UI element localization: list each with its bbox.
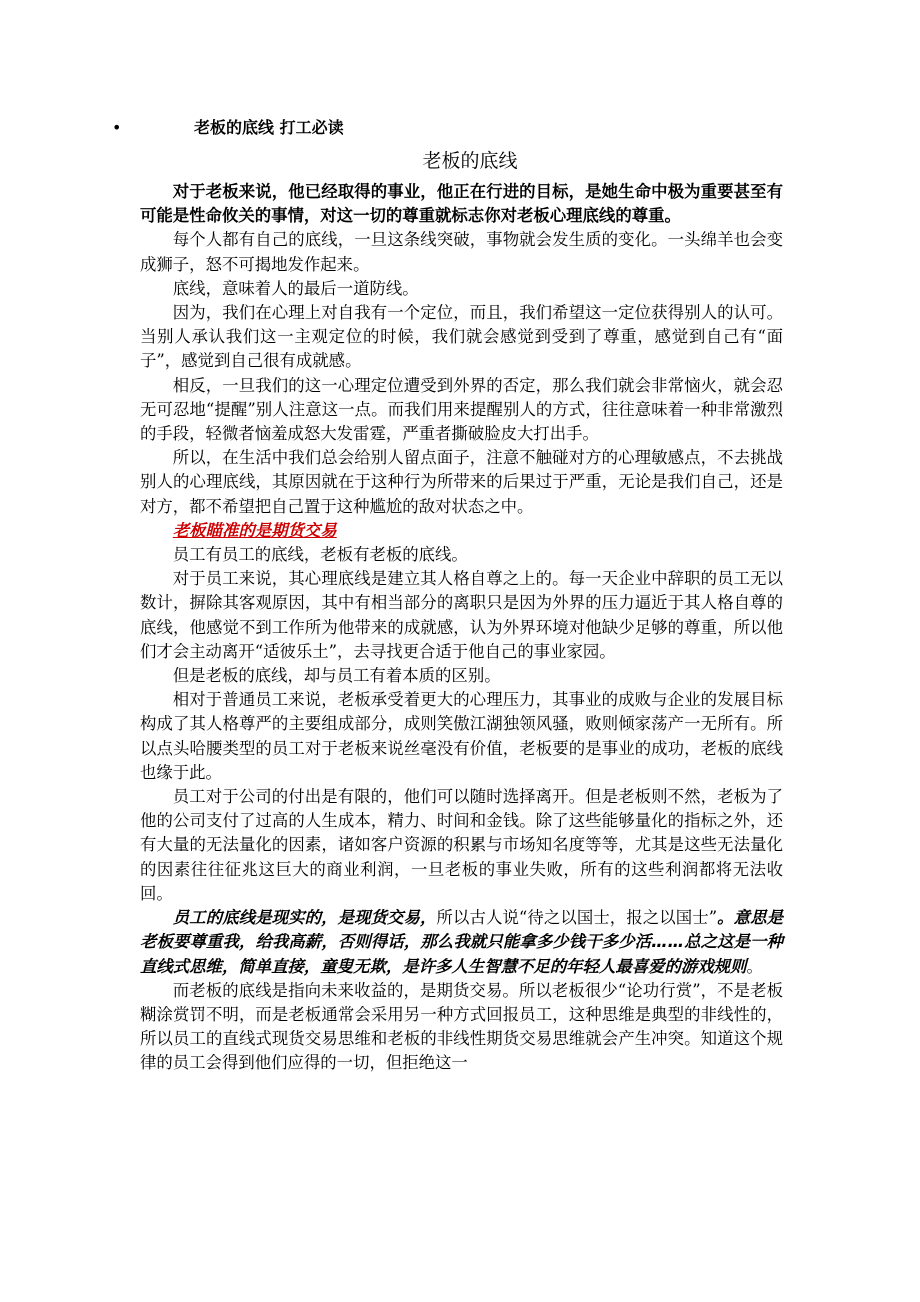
bullet-heading-text: 老板的底线 打工必读 — [194, 118, 344, 137]
paragraph: 每个人都有自己的底线，一旦这条线突破，事物就会发生质的变化。一头绵羊也会变成狮子，怒不可揭地发作起来。 — [140, 230, 783, 274]
paragraph: 相反，一旦我们的这一心理定位遭受到外界的否定，那么我们就会非常恼火，就会忍无可忍地“提醒”别人注意这一点。而我们用来提醒别人的方式，往往意味着一种非常激烈的手段，轻微者恼羞成怒大发雷霆，严重者撕破脸皮大打出手。 — [140, 375, 783, 444]
bullet-icon: • — [112, 118, 122, 137]
paragraph: 员工有员工的底线，老板有老板的底线。 — [172, 545, 468, 565]
document-body — [140, 180, 783, 1076]
paragraph: 相对于普通员工来说，老板承受着更大的心理压力，其事业的成败与企业的发展目标构成了其人格尊严的主要组成部分，成则笑傲江湖独领风骚，败则倾家荡产一无所有。所以点头哈腰类型的员工对于老板来说丝毫没有价值，老板要的是事业的成功，老板的底线也缘于此。 — [140, 690, 783, 782]
paragraph: 底线，意味着人的最后一道防线。 — [172, 278, 419, 298]
plain-text: 所以古人说“待之以国士，报之以国士” — [436, 908, 718, 928]
document-title: 老板的底线 — [422, 150, 518, 172]
mixed-emphasis-paragraph — [140, 906, 783, 979]
emphasis-text: 员工的底线是现实的，是现货交易， — [172, 908, 437, 928]
paragraph: 所以，在生活中我们总会给别人留点面子，注意不触碰对方的心理敏感点，不去挑战别人的心理底线，其原因就在于这种行为所带来的后果过于严重，无论是我们自己，还是对方，都不希望把自己置于这种尴尬的敌对状态之中。 — [140, 448, 783, 516]
paragraph: 因为，我们在心理上对自我有一个定位，而且，我们希望这一定位获得别人的认可。当别人承认我们这一主观定位的时候，我们就会感觉到受到了尊重，感觉到自己有“面子”，感觉到自己很有成就感。 — [140, 303, 783, 371]
section-subheading: 老板瞄准的是期货交易 — [172, 520, 337, 540]
paragraph: 对于员工来说，其心理底线是建立其人格自尊之上的。每一天企业中辞职的员工无以数计，摒除其客观原因，其中有相当部分的离职只是因为外界的压力逼近于其人格自尊的底线，他感觉不到工作所为他带来的成就感，认为外界环境对他缺少足够的尊重，所以他们才会主动离开“适彼乐土”，去寻找更合适于他自己的事业家园。 — [140, 569, 783, 661]
paragraph: 员工对于公司的付出是有限的，他们可以随时选择离开。但是老板则不然，老板为了他的公司支付了过高的人生成本，精力、时间和金钱。除了这些能够量化的指标之外，还有大量的无法量化的因素，诸如客户资源的积累与市场知名度等等，尤其是这些无法量化的因素往往征兆这巨大的商业利润，一旦老板的事业失败，所有的这些利润都将无法收回。 — [140, 787, 783, 903]
section-subheading-paragraph — [140, 519, 783, 543]
emphasis-text: 。意思是老板要尊重我，给我高薪，否则得话，那么我就只能拿多少钱干多少活……总之这是一种直线式思维，简单直接，童叟无欺，是许多人生智慧不足的年轻人最喜爱的游戏规则 — [140, 908, 784, 976]
paragraph: 而老板的底线是指向未来收益的，是期货交易。所以老板很少“论功行赏”，不是老板糊涂赏罚不明，而是老板通常会采用另一种方式回报员工，这种思维是典型的非线性的，所以员工的直线式现货交易思维和老板的非线性期货交易思维就会产生冲突。知道这个规律的员工会得到他们应得的一切，但拒绝这一 — [140, 980, 783, 1073]
bullet-heading — [112, 116, 812, 140]
plain-text: 。 — [746, 956, 763, 976]
intro-paragraph: 对于老板来说，他已经取得的事业，他正在行进的目标，是她生命中极为重要甚至有可能是性命攸关的事情，对这一切的尊重就标志你对老板心理底线的尊重。 — [140, 182, 783, 226]
paragraph: 但是老板的底线，却与员工有着本质的区别。 — [172, 666, 501, 686]
